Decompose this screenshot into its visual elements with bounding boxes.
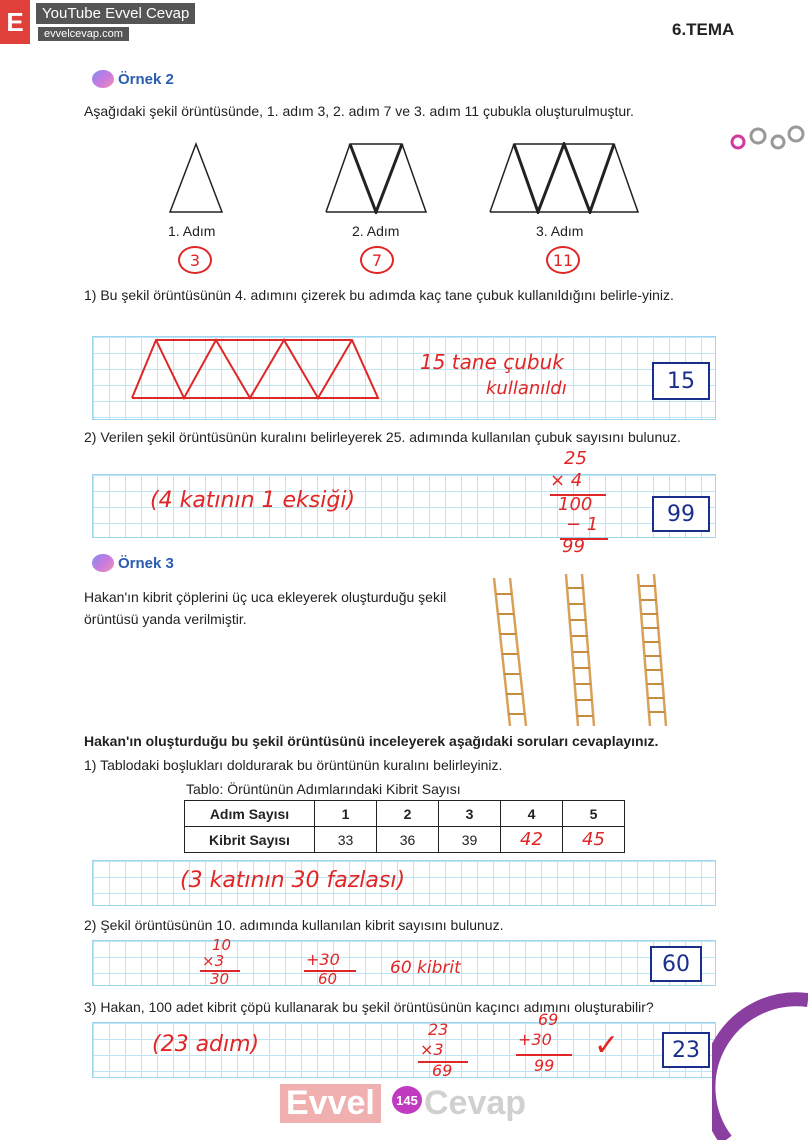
- matchstick-ladders: [484, 574, 704, 730]
- check-icon: ✓: [594, 1028, 620, 1063]
- o3-q2-calc-30: 30: [210, 970, 230, 988]
- ornek2-q2: 2) Verilen şekil örüntüsünün kuralını belirleyerek 25. adımında kullanılan çubuk sayısını bulunuz.: [84, 429, 681, 445]
- ornek3-intro: Hakan'ın kibrit çöplerini üç uca ekleyerek oluşturduğu şekil örüntüsü yanda verilmiştir.: [84, 589, 447, 627]
- table-cell: 4: [501, 801, 563, 827]
- table-cell: 5: [563, 801, 625, 827]
- table-cell-handwritten: 45: [563, 827, 625, 853]
- watermark-channel: YouTube Evvel Cevap: [36, 3, 195, 24]
- q1-note-line2: kullanıldı: [486, 378, 567, 399]
- table-cell: 3: [439, 801, 501, 827]
- o3-q2-calc-60: 60: [318, 970, 338, 988]
- o3-q3-calc-x3: ×3: [420, 1040, 444, 1059]
- ornek3-label: [92, 554, 174, 572]
- table-cell-handwritten: 42: [501, 827, 563, 853]
- step1-figure: [166, 142, 226, 214]
- table-cell: 1: [315, 801, 377, 827]
- table-cell: 2: [377, 801, 439, 827]
- step1-answer: 3: [178, 246, 212, 274]
- ornek-bubble-icon: [92, 554, 114, 572]
- ornek2-label: [92, 70, 174, 88]
- q1-note-line1: 15 tane çubuk: [420, 350, 564, 374]
- ornek2-intro: Aşağıdaki şekil örüntüsünde, 1. adım 3, 2. adım 7 ve 3. adım 11 çubukla oluşturulmuştur.: [84, 103, 634, 119]
- row-header-counts: Kibrit Sayısı: [185, 827, 315, 853]
- o3-q2-calc-plus30: +30: [306, 950, 340, 969]
- ornek-bubble-icon: [92, 70, 114, 88]
- ornek2-q1: 1) Bu şekil örüntüsünün 4. adımını çizerek bu adımda kaç tane çubuk kullanıldığını belirle-yiniz.: [84, 287, 674, 303]
- o3-q2-note: 60 kibrit: [390, 958, 461, 978]
- o3-q1-rule: (3 katının 30 fazlası): [180, 868, 406, 893]
- step4-drawing: [128, 338, 386, 400]
- table-cell: 39: [439, 827, 501, 853]
- table-cell: 36: [377, 827, 439, 853]
- q2-calc-25: 25: [564, 448, 587, 469]
- o3-q3-rule: (23 adım): [152, 1032, 260, 1057]
- step2-answer: 7: [360, 246, 394, 274]
- o3-q3-calc2-plus30: +30: [518, 1030, 552, 1049]
- footer-brand-right: Cevap: [424, 1084, 527, 1122]
- o3-q2-answer-box: 60: [650, 946, 702, 982]
- ornek3-instruction: Hakan'ın oluşturduğu bu şekil örüntüsünü inceleyerek aşağıdaki soruları cevaplayınız.: [84, 733, 659, 749]
- table-cell: 33: [315, 827, 377, 853]
- step3-label: 3. Adım: [536, 223, 584, 239]
- o3-q3-answer-box: 23: [662, 1032, 710, 1068]
- kibrit-table: [184, 800, 625, 853]
- tema-title: 6.TEMA: [672, 20, 735, 39]
- row-header-steps: Adım Sayısı: [185, 801, 315, 827]
- decorative-arc: [712, 992, 808, 1140]
- watermark-logo: E: [0, 0, 30, 44]
- gears-icon: [726, 118, 808, 158]
- o3-q3-calc-23: 23: [428, 1020, 449, 1039]
- ornek2-label-text: Örnek 2: [118, 70, 174, 88]
- footer-brand-left: Evvel: [280, 1084, 381, 1123]
- step2-label: 2. Adım: [352, 223, 400, 239]
- page-number: 145: [392, 1086, 422, 1114]
- o3-q3-calc2-69: 69: [538, 1010, 559, 1029]
- q2-calc-x4: × 4: [550, 470, 583, 491]
- q1-answer-box: 15: [652, 362, 710, 400]
- table-row: [185, 801, 625, 827]
- table-row: [185, 827, 625, 853]
- o3-q3-calc2-99: 99: [534, 1056, 555, 1075]
- watermark-site: evvelcevap.com: [38, 27, 129, 41]
- q2-calc-100: 100: [558, 494, 593, 515]
- step3-figure: [486, 142, 642, 214]
- q2-calc-99: 99: [562, 536, 585, 557]
- ornek3-q1: 1) Tablodaki boşlukları doldurarak bu örüntünün kuralını belirleyiniz.: [84, 757, 503, 773]
- ornek3-label-text: Örnek 3: [118, 554, 174, 572]
- o3-q2-calc-10: 10: [212, 936, 232, 954]
- table-caption: Tablo: Örüntünün Adımlarındaki Kibrit Sayısı: [186, 781, 461, 797]
- o3-q2-calc-x3: ×3: [202, 952, 225, 970]
- q2-calc-minus1: − 1: [566, 514, 599, 535]
- q2-answer-box: 99: [652, 496, 710, 532]
- step1-label: 1. Adım: [168, 223, 216, 239]
- ornek3-q3: 3) Hakan, 100 adet kibrit çöpü kullanarak bu şekil örüntüsünün kaçıncı adımını oluşturabilir?: [84, 999, 654, 1015]
- step2-figure: [322, 142, 430, 214]
- step3-answer: 11: [546, 246, 580, 274]
- o3-q3-calc-69: 69: [432, 1061, 453, 1080]
- ornek3-q2: 2) Şekil örüntüsünün 10. adımında kullanılan kibrit sayısını bulunuz.: [84, 917, 504, 933]
- q2-rule: (4 katının 1 eksiği): [150, 488, 356, 513]
